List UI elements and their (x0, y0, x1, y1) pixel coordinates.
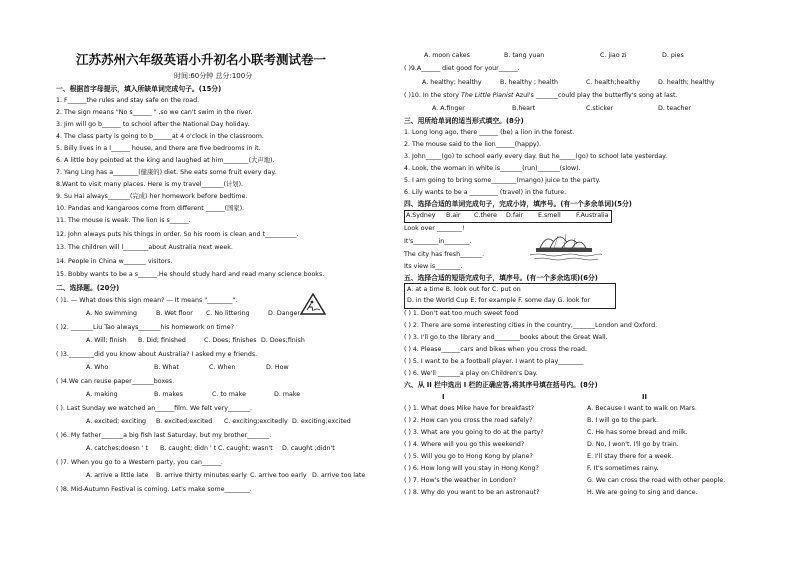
s2-option: B. Wet floor (156, 310, 193, 317)
q10-text-start: ( )10. In the story (404, 92, 462, 99)
s3-item: 1. Long long ago, there ______ (be) a lion in the forest. (404, 129, 575, 136)
s2-option: A. A.finger (432, 105, 465, 112)
section5-header: 五、选择合适的短语完成句子，填序号。(有一个多余选项)(6分) (404, 274, 598, 282)
s2-option: A. excited; exciting (86, 418, 147, 425)
s1-item: 10. Pandas and kangaroos come from different ______(国家). (56, 205, 245, 212)
word-bank-item: A.Sydney (406, 212, 436, 219)
s1-item: 11. The mouse is weak. The lion is s______. (56, 217, 191, 224)
s1-item: 5. Billy lives in a l______ house, and there are five bedrooms in it. (56, 145, 261, 152)
s2-option: B. What (154, 364, 179, 371)
s2-question: ( )9.A______ diet good for your______. (404, 65, 520, 72)
word-bank-item: C.there (474, 212, 498, 219)
s5-item: ( ) 2. There are some interesting cities in the country,_______London and Oxford. (404, 322, 658, 329)
s5-item: ( ) 3. I'll go to the library and________books about the Great Wall. (404, 334, 608, 341)
s2-option: D. pies (662, 52, 684, 59)
s5-item: ( ) 1. Don't eat too much sweet food (404, 310, 519, 317)
s1-item: 13. The children will l________about Australia next week. (56, 244, 233, 251)
s2-option: A. No swimming (86, 310, 137, 317)
s6-question: ( ) 8. Why do you want to be an astronaut? (404, 489, 540, 496)
s6-question: ( ) 4. Where will you go this weekend? (404, 441, 525, 448)
s5-item: ( ) 5. I want to be a football player. I want to play________ (404, 358, 584, 365)
s2-option: C. health;healthy (586, 79, 641, 86)
section1-header: 一、根据首字母提示，填入所缺单词完成句子。(15分) (56, 85, 222, 93)
s1-item: 4. The class party is going to b______at 4 o'clock in the classroom. (56, 133, 264, 140)
s2-option: A. Will; finish (86, 337, 127, 344)
word-bank-item: F.Australia (576, 212, 609, 219)
phrase-bank-line: A. at a time B. look out for C. put on (407, 286, 521, 293)
word-bank-item: B.air (446, 212, 461, 219)
s2-option: A. making (86, 391, 118, 398)
s1-item: 1. F______the rules and stay safe on the road. (56, 97, 200, 104)
time-score-line: 时间:60分钟 总分:100分 (174, 72, 253, 80)
s2-option: A. arrive a little late (86, 472, 149, 479)
s2-option: D. caught ;didn't (282, 445, 335, 452)
s6-answer: C. He has some bread and milk. (587, 429, 688, 436)
poem-line: Its view is________. (404, 263, 463, 270)
section4-header: 四、选择合适的单词完成句子，完成小诗，填序号。(有一个多余单词)(5分) (404, 200, 632, 208)
s2-question: ( )4.We can reuse paper_______boxes. (56, 378, 175, 385)
s6-answer: G. We can cross the road with other people. (587, 477, 726, 484)
s2-option: C. arrive too early (250, 472, 307, 479)
s2-option: D. arrive too late (312, 472, 366, 479)
s6-answer: E. I'll stay there for a week. (587, 453, 674, 460)
section3-header: 三、用所给单词的适当形式填空。(8分) (404, 117, 524, 125)
s6-answer: D. No, I won't. I'll go by train. (587, 441, 679, 448)
s2-option: C. jiao zi (600, 52, 627, 59)
s2-option: C.sticker (586, 105, 614, 112)
paper-title: 江苏苏州六年级英语小升初名小联考测试卷一 (76, 52, 327, 67)
s5-item: ( ) 4. Please______cars and bikes when you cross the road. (404, 346, 588, 353)
s2-option: B. healthy ; health (500, 79, 559, 86)
section6-header: 六、从 II 栏中选出 I 栏的正确应答,将其序号填在括号内。(8分) (404, 381, 598, 389)
s6-question: ( ) 1. What does Mike have for breakfast? (404, 405, 535, 412)
s2-question: ( )7. When you go to a Western party, you can______. (56, 459, 223, 466)
s1-item: 8.Want to visit many places. Here is my travel_______(计划). (56, 181, 244, 188)
s6-answer: F. It's sometimes rainy. (587, 465, 659, 472)
s2-question: ( )6. My father_______a big fish last Saturday, but my brother_______. (56, 432, 272, 439)
poem-line: The city has fresh_______. (404, 251, 485, 258)
s1-item: 9. Su Hai always_______(完成) her homework before bedtime. (56, 193, 248, 200)
s1-item: 6. A little boy pointed at the king and laughed at him________(大声地). (56, 157, 275, 164)
s1-item: 12. John always puts his things in order. So his room is clean and t__________. (56, 231, 299, 238)
s2-option: D. teacher (658, 105, 691, 112)
poem-line: It's________in________. (404, 238, 472, 245)
s2-option: D. Danger (268, 310, 301, 317)
story-title: The Little Pianist (461, 92, 514, 99)
s1-item: 2. The sign means "No s______ " ,so we can't swim in the river. (56, 109, 253, 116)
s3-item: 4. Look, the woman in white is_______(run)_______(slow). (404, 165, 581, 172)
s2-option: D. make (274, 391, 301, 398)
s3-item: 3. John_____(go) to school early every day. But he_____(go) to school late yesterday. (404, 153, 668, 160)
s2-option: C. to make (212, 391, 247, 398)
s2-option: A. moon cakes (424, 52, 470, 59)
s2-question: ( )1. — What does this sign mean? — It means "________". (56, 297, 238, 304)
s6-question: ( ) 5. Will you go to Hong Kong by plane? (404, 453, 533, 460)
s2-option: B. makes (154, 391, 183, 398)
s2-option: D. Does;finish (261, 337, 305, 344)
s1-item: 7. Yang Ling has a________(健康的) diet. She eats some fruit every day. (56, 169, 277, 176)
s1-item: 3. Jim will go b______ to school after the National Day holiday. (56, 121, 250, 128)
s2-option: B. tang yuan (504, 52, 545, 59)
s3-item: 6. Lily wants to be a _________ (travel) in the future. (404, 189, 567, 196)
s2-option: D. exciting;excited (292, 418, 351, 425)
s2-question: ( )8. Mid-Autumn Festival is coming. Let's make some________. (56, 486, 252, 493)
s2-question: ( )3.________did you know about Australia? I asked my e friends. (56, 351, 258, 358)
s6-question: ( ) 2. How can you cross the road safely? (404, 417, 533, 424)
s3-item: 5. I am going to bring some________(mango) juice to the party. (404, 177, 601, 184)
s2-option: B. caught; didn ' t (160, 445, 217, 452)
s6-question: ( ) 3. What are you going to do at the party? (404, 429, 544, 436)
s2-option: C. exciting;excitedly (224, 418, 288, 425)
s1-item: 15. Bobby wants to be a s______.He should study hard and read many science books. (56, 271, 325, 278)
q10-text-end: Azul's _______could play the butterfly's song at last. (513, 92, 678, 99)
s6-question: ( ) 7. How's the weather in London? (404, 477, 516, 484)
s1-item: 14. People in China w_______ visitors. (56, 258, 173, 265)
s2-option: A. healthy; healthy (422, 79, 482, 86)
column-i-label: I (442, 393, 445, 401)
column-ii-label: II (642, 393, 648, 401)
sydney-opera-house-icon (528, 222, 602, 262)
s2-option: C. Does; finishes (204, 337, 257, 344)
s2-option: B. arrive thirty minutes early (156, 472, 247, 479)
s3-item: 2. The mouse said to the lion______(happy). (404, 141, 542, 148)
s2-question (404, 92, 678, 100)
s6-answer: H. We are going to sing and dance. (587, 489, 698, 496)
phrase-bank-line: D. in the World Cup E. for example F. some day G. look for (407, 297, 591, 304)
s2-option: C. No littering (206, 310, 250, 317)
s2-option: B.heart (512, 105, 536, 112)
s2-option: B. excited;excited (156, 418, 213, 425)
s6-question: ( ) 6. How long will you stay in Hong Kong? (404, 465, 539, 472)
word-bank-item: D.fair (506, 212, 524, 219)
word-bank-item: E.smell (538, 212, 561, 219)
s2-option: C. caught; wasn't (218, 445, 273, 452)
s2-option: B. Did; finished (138, 337, 186, 344)
s6-answer: A. Because I want to walk on Mars. (587, 405, 697, 412)
s2-option: D. health; healthy (658, 79, 715, 86)
s2-option: A. catches;doesn ' t (86, 445, 148, 452)
s6-answer: B. I will go to the park. (587, 417, 659, 424)
section2-header: 二、选择题。(20分) (56, 284, 120, 292)
s2-question: ( )2. _______Liu Tao always_______his homework on time? (56, 324, 234, 331)
s2-option: A. Who (86, 364, 109, 371)
s2-option: D. How (266, 364, 289, 371)
poem-line: Look over ________! (404, 225, 465, 232)
s2-question: ( ). Last Sunday we watched an______film. We felt very_______. (56, 405, 253, 412)
s5-item: ( ) 6. We'll _______a play on Children's Day. (404, 370, 538, 377)
s2-option: C. When (209, 364, 236, 371)
wet-floor-sign-icon (300, 293, 326, 315)
